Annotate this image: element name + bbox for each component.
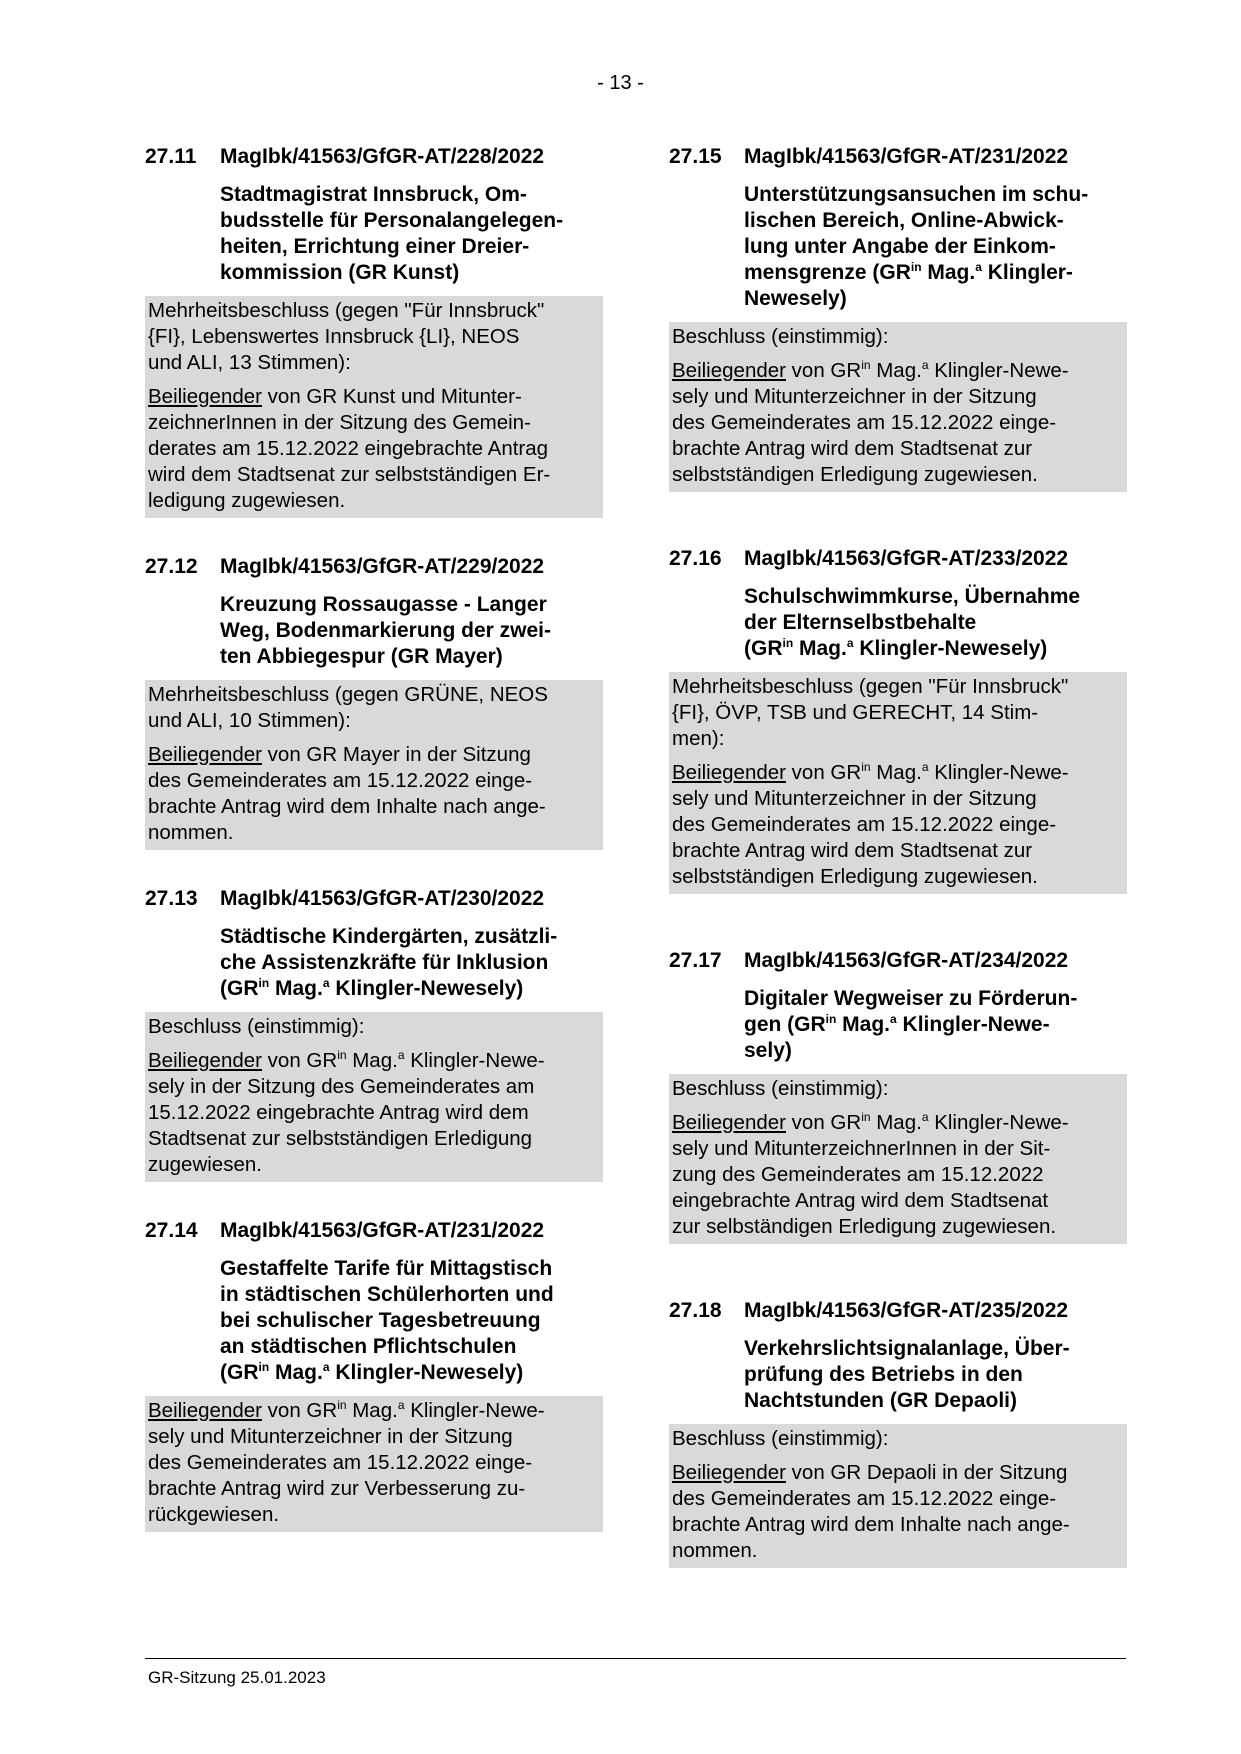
resolution-decision: Mehrheitsbeschluss (gegen GRÜNE, NEOS und ALI, 10 Stimmen): (148, 683, 548, 732)
right-column (669, 144, 1127, 1604)
item-reference: MagIbk/41563/GfGR-AT/229/2022 (220, 555, 545, 578)
resolution-box (145, 1396, 603, 1532)
footer-text: GR-Sitzung 25.01.2023 (148, 1668, 326, 1687)
resolution-text: Beiliegender von $GR^{in}$ Mag.$^a$ Klingler-Newe- sely und Mitunterzeichner in der Sitzung des Gemeinderates am 15.12.2022 einge- brachte Antrag wird dem Stadtsenat zur selbstständigen Erledigung zugewiesen. (672, 760, 1069, 888)
resolution-text: Beiliegender von GR Depaoli in der Sitzung des Gemeinderates am 15.12.2022 einge- brachte Antrag wird dem Inhalte nach ange- nommen. (672, 1461, 1070, 1562)
item-number: 27.18 (669, 1299, 722, 1322)
superscript: a (975, 260, 982, 274)
item-reference: MagIbk/41563/GfGR-AT/233/2022 (744, 547, 1069, 570)
agenda-item-27-17 (669, 948, 1127, 1244)
superscript: a (921, 760, 929, 775)
item-heading (145, 554, 603, 580)
item-heading (669, 1298, 1127, 1324)
item-title: Unterstützungsansuchen im schu- lischen Bereich, Online-Abwick- lung unter Angabe der Einkom- mensgrenze ($GR^{in}$ Mag.$^a$ Klingler- Newesely) (744, 183, 1089, 310)
item-title: Städtische Kindergärten, zusätzli- che Assistenzkräfte für Inklusion ($GR^{in}$ Mag.$^a$ Klingler-Newesely) (220, 925, 558, 1000)
item-title: Schulschwimmkurse, Übernahme der Elternselbstbehalte ($GR^{in}$ Mag.$^a$ Klingler-Newesely) (744, 585, 1081, 660)
superscript: in (861, 760, 871, 775)
resolution-text: Beiliegender von $GR^{in}$ Mag.$^a$ Klingler-Newe- sely und Mitunterzeichner in der Sitzung des Gemeinderates am 15.12.2022 einge- brachte Antrag wird zur Verbesserung zu- rückgewiesen. (148, 1398, 545, 1526)
superscript: a (322, 976, 330, 990)
item-reference: MagIbk/41563/GfGR-AT/230/2022 (220, 887, 545, 910)
left-column (145, 144, 603, 1568)
item-number: 27.13 (145, 887, 198, 910)
resolution-text: Beiliegender von $GR^{in}$ Mag.$^a$ Klingler-Newe- sely in der Sitzung des Gemeinderates am 15.12.2022 eingebrachte Antrag wird dem Stadtsenat zur selbstständigen Erledigung zugewiesen. (148, 1048, 545, 1176)
resolution-decision: Beschluss (einstimmig): (672, 1427, 889, 1450)
item-reference: MagIbk/41563/GfGR-AT/228/2022 (220, 145, 545, 168)
item-heading (145, 886, 603, 912)
resolution-box (669, 1074, 1127, 1244)
agenda-item-27-16 (669, 546, 1127, 894)
item-number: 27.16 (669, 547, 722, 570)
underlined-word: Beiliegender (148, 385, 262, 408)
item-number: 27.17 (669, 949, 722, 972)
footer-divider (145, 1658, 1126, 1659)
superscript: a (890, 1012, 897, 1026)
resolution-box (145, 680, 603, 850)
item-heading (145, 1218, 603, 1244)
superscript: in (337, 1398, 347, 1413)
item-reference: MagIbk/41563/GfGR-AT/231/2022 (744, 145, 1069, 168)
underlined-word: Beiliegender (148, 743, 262, 766)
superscript: a (397, 1398, 405, 1413)
item-title: Verkehrslichtsignalanlage, Über- prüfung des Betriebs in den Nachtstunden (GR Depaoli) (744, 1337, 1070, 1412)
superscript: a (846, 636, 854, 650)
resolution-decision: Beschluss (einstimmig): (672, 325, 889, 348)
underlined-word: Beiliegender (672, 359, 786, 382)
item-heading (145, 144, 603, 170)
resolution-text: Beiliegender von $GR^{in}$ Mag.$^a$ Klingler-Newe- sely und MitunterzeichnerInnen in der Sit- zung des Gemeinderates am 15.12.2022 eingebrachte Antrag wird dem Stadtsenat zur selbständigen Erledigung zugewiesen. (672, 1110, 1069, 1238)
agenda-item-27-11 (145, 144, 603, 518)
superscript: in (910, 260, 922, 274)
resolution-box (669, 1424, 1127, 1568)
underlined-word: Beiliegender (672, 761, 786, 784)
agenda-item-27-14 (145, 1218, 603, 1532)
agenda-item-27-18 (669, 1298, 1127, 1568)
resolution-decision: Mehrheitsbeschluss (gegen "Für Innsbruck" {FI}, Lebenswertes Innsbruck {LI}, NEOS und ALI, 13 Stimmen): (148, 299, 545, 374)
item-heading (669, 546, 1127, 572)
superscript: a (322, 1360, 330, 1374)
resolution-box (669, 322, 1127, 492)
resolution-text: Beiliegender von $GR^{in}$ Mag.$^a$ Klingler-Newe- sely und Mitunterzeichner in der Sitzung des Gemeinderates am 15.12.2022 einge- brachte Antrag wird dem Stadtsenat zur selbstständigen Erledigung zugewiesen. (672, 358, 1069, 486)
underlined-word: Beiliegender (672, 1461, 786, 1484)
superscript: in (337, 1048, 347, 1063)
item-reference: MagIbk/41563/GfGR-AT/235/2022 (744, 1299, 1069, 1322)
item-number: 27.14 (145, 1219, 198, 1242)
resolution-box (145, 1012, 603, 1182)
item-title: Stadtmagistrat Innsbruck, Om- budsstelle für Personalangelegen- heiten, Errichtung einer Dreier- kommission (GR Kunst) (220, 183, 564, 284)
underlined-word: Beiliegender (672, 1111, 786, 1134)
page-number: - 13 - (597, 72, 644, 94)
item-number: 27.15 (669, 145, 722, 168)
resolution-box (669, 672, 1127, 894)
item-heading (669, 144, 1127, 170)
agenda-item-27-15 (669, 144, 1127, 492)
superscript: a (397, 1048, 405, 1063)
resolution-text: Beiliegender von GR Mayer in der Sitzung des Gemeinderates am 15.12.2022 einge- brachte Antrag wird dem Inhalte nach ange- nommen. (148, 743, 546, 844)
item-heading (669, 948, 1127, 974)
item-title: Kreuzung Rossaugasse - Langer Weg, Bodenmarkierung der zwei- ten Abbiegespur (GR Mayer) (220, 593, 552, 668)
item-title: Gestaffelte Tarife für Mittagstisch in städtischen Schülerhorten und bei schulischer Tagesbetreuung an städtischen Pflichtschulen ($GR^{in}$ Mag.$^a$ Klingler-Newesely) (220, 1257, 554, 1384)
superscript: in (258, 976, 270, 990)
underlined-word: Beiliegender (148, 1399, 262, 1422)
item-title: Digitaler Wegweiser zu Förderun- gen ($GR^{in}$ Mag.$^a$ Klingler-Newe- sely) (744, 987, 1078, 1062)
superscript: in (861, 1110, 871, 1125)
superscript: a (921, 1110, 929, 1125)
resolution-decision: Beschluss (einstimmig): (672, 1077, 889, 1100)
resolution-decision: Beschluss (einstimmig): (148, 1015, 365, 1038)
resolution-decision: Mehrheitsbeschluss (gegen "Für Innsbruck" {FI}, ÖVP, TSB und GERECHT, 14 Stim- men): (672, 675, 1069, 750)
resolution-box (145, 296, 603, 518)
superscript: in (258, 1360, 270, 1374)
underlined-word: Beiliegender (148, 1049, 262, 1072)
item-reference: MagIbk/41563/GfGR-AT/231/2022 (220, 1219, 545, 1242)
superscript: in (861, 358, 871, 373)
item-reference: MagIbk/41563/GfGR-AT/234/2022 (744, 949, 1069, 972)
superscript: a (921, 358, 929, 373)
superscript: in (782, 636, 794, 650)
agenda-item-27-12 (145, 554, 603, 850)
superscript: in (825, 1012, 837, 1026)
item-number: 27.11 (145, 145, 197, 168)
agenda-item-27-13 (145, 886, 603, 1182)
item-number: 27.12 (145, 555, 198, 578)
resolution-text: Beiliegender von GR Kunst und Mitunter- zeichnerInnen in der Sitzung des Gemein- derates am 15.12.2022 eingebrachte Antrag wird dem Stadtsenat zur selbstständigen Er- ledigung zugewiesen. (148, 385, 551, 512)
